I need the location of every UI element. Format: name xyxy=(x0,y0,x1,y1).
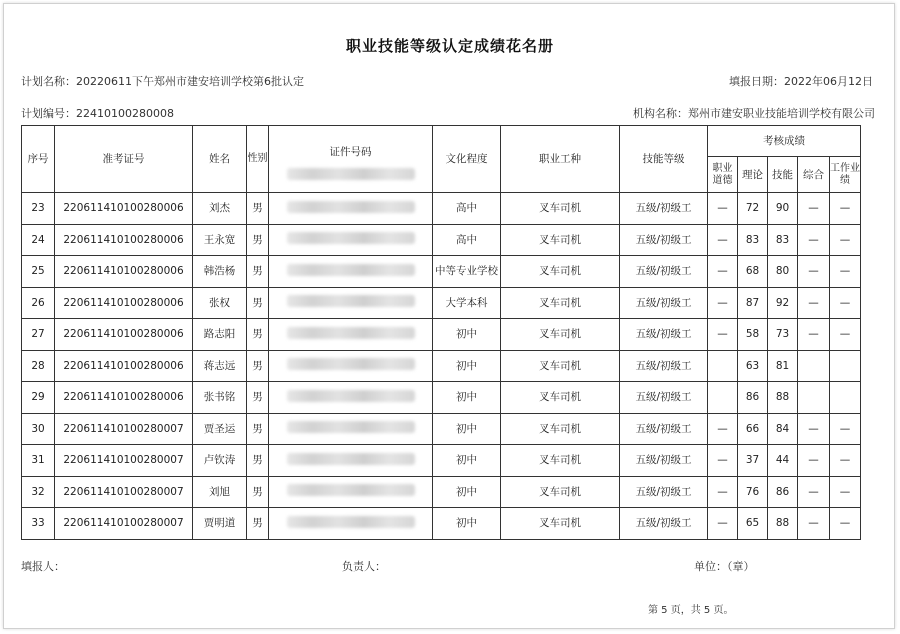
cell-exam-no: 220611410100280006 xyxy=(55,350,193,382)
cell-seq: 27 xyxy=(22,319,55,351)
cell-name: 张书铭 xyxy=(193,382,247,414)
cell-seq: 29 xyxy=(22,382,55,414)
cell-theory: 76 xyxy=(738,476,768,508)
cell-skill: 88 xyxy=(768,382,798,414)
cell-theory: 87 xyxy=(738,287,768,319)
cell-gender: 男 xyxy=(247,224,269,256)
cell-level: 五级/初级工 xyxy=(620,287,708,319)
cell-id-no xyxy=(269,445,433,477)
cell-theory: 68 xyxy=(738,256,768,288)
cell-ethics: — xyxy=(708,476,738,508)
cell-level: 五级/初级工 xyxy=(620,224,708,256)
header-performance: 工作业绩 xyxy=(830,157,861,193)
cell-level: 五级/初级工 xyxy=(620,256,708,288)
cell-performance: — xyxy=(830,193,861,225)
cell-occupation: 叉车司机 xyxy=(501,193,620,225)
cell-ethics: — xyxy=(708,413,738,445)
cell-ethics: — xyxy=(708,287,738,319)
fill-date: 填报日期：2022年06月12日 xyxy=(729,75,873,88)
cell-gender: 男 xyxy=(247,319,269,351)
header-occupation: 职业工种 xyxy=(501,126,620,193)
redacted-id xyxy=(287,295,415,307)
redacted-id xyxy=(287,390,415,402)
cell-name: 刘杰 xyxy=(193,193,247,225)
cell-id-no xyxy=(269,256,433,288)
cell-education: 初中 xyxy=(433,350,501,382)
redacted-id xyxy=(287,421,415,433)
header-name: 姓名 xyxy=(193,126,247,193)
cell-skill: 86 xyxy=(768,476,798,508)
cell-skill: 73 xyxy=(768,319,798,351)
redacted-id xyxy=(287,264,415,276)
cell-name: 贾圣运 xyxy=(193,413,247,445)
cell-performance: — xyxy=(830,508,861,540)
cell-level: 五级/初级工 xyxy=(620,350,708,382)
cell-level: 五级/初级工 xyxy=(620,476,708,508)
cell-performance: — xyxy=(830,224,861,256)
cell-id-no xyxy=(269,287,433,319)
cell-skill: 44 xyxy=(768,445,798,477)
header-skill: 技能 xyxy=(768,157,798,193)
cell-comprehensive: — xyxy=(798,508,830,540)
cell-exam-no: 220611410100280007 xyxy=(55,413,193,445)
cell-name: 路志阳 xyxy=(193,319,247,351)
cell-comprehensive: — xyxy=(798,224,830,256)
redacted-id xyxy=(287,453,415,465)
cell-name: 刘旭 xyxy=(193,476,247,508)
cell-comprehensive xyxy=(798,350,830,382)
redacted-id xyxy=(287,168,415,180)
cell-gender: 男 xyxy=(247,413,269,445)
cell-level: 五级/初级工 xyxy=(620,193,708,225)
cell-education: 初中 xyxy=(433,382,501,414)
cell-seq: 33 xyxy=(22,508,55,540)
cell-skill: 90 xyxy=(768,193,798,225)
header-id-no xyxy=(269,126,433,193)
cell-seq: 24 xyxy=(22,224,55,256)
cell-exam-no: 220611410100280006 xyxy=(55,193,193,225)
cell-level: 五级/初级工 xyxy=(620,319,708,351)
cell-occupation: 叉车司机 xyxy=(501,256,620,288)
cell-name: 王永宽 xyxy=(193,224,247,256)
cell-level: 五级/初级工 xyxy=(620,445,708,477)
cell-name: 韩浩杨 xyxy=(193,256,247,288)
table-row xyxy=(22,413,861,445)
table-row xyxy=(22,224,861,256)
cell-comprehensive xyxy=(798,382,830,414)
cell-performance: — xyxy=(830,287,861,319)
cell-name: 张权 xyxy=(193,287,247,319)
header-theory: 理论 xyxy=(738,157,768,193)
redacted-id xyxy=(287,327,415,339)
cell-education: 初中 xyxy=(433,508,501,540)
cell-exam-no: 220611410100280006 xyxy=(55,319,193,351)
cell-comprehensive: — xyxy=(798,445,830,477)
document-title: 职业技能等级认定成绩花名册 xyxy=(345,37,554,55)
cell-comprehensive: — xyxy=(798,319,830,351)
table-row xyxy=(22,350,861,382)
cell-gender: 男 xyxy=(247,508,269,540)
cell-gender: 男 xyxy=(247,287,269,319)
cell-seq: 30 xyxy=(22,413,55,445)
cell-exam-no: 220611410100280007 xyxy=(55,445,193,477)
page-info: 第 5 页，共 5 页。 xyxy=(648,605,734,616)
table-row xyxy=(22,476,861,508)
cell-comprehensive: — xyxy=(798,193,830,225)
cell-theory: 37 xyxy=(738,445,768,477)
cell-education: 初中 xyxy=(433,476,501,508)
unit-seal-label: 单位：（章） xyxy=(694,560,755,573)
cell-name: 贾明道 xyxy=(193,508,247,540)
cell-id-no xyxy=(269,508,433,540)
cell-seq: 31 xyxy=(22,445,55,477)
cell-id-no xyxy=(269,382,433,414)
cell-exam-no: 220611410100280006 xyxy=(55,287,193,319)
cell-theory: 83 xyxy=(738,224,768,256)
cell-occupation: 叉车司机 xyxy=(501,350,620,382)
cell-occupation: 叉车司机 xyxy=(501,224,620,256)
header-education: 文化程度 xyxy=(433,126,501,193)
cell-education: 中等专业学校 xyxy=(433,256,501,288)
cell-theory: 58 xyxy=(738,319,768,351)
cell-gender: 男 xyxy=(247,193,269,225)
cell-exam-no: 220611410100280007 xyxy=(55,508,193,540)
cell-exam-no: 220611410100280007 xyxy=(55,476,193,508)
cell-id-no xyxy=(269,193,433,225)
header-seq: 序号 xyxy=(22,126,55,193)
cell-occupation: 叉车司机 xyxy=(501,476,620,508)
cell-ethics xyxy=(708,350,738,382)
cell-ethics xyxy=(708,382,738,414)
header-ethics: 职业道德 xyxy=(708,157,738,193)
cell-gender: 男 xyxy=(247,445,269,477)
cell-id-no xyxy=(269,224,433,256)
cell-gender: 男 xyxy=(247,476,269,508)
cell-education: 初中 xyxy=(433,413,501,445)
cell-education: 初中 xyxy=(433,319,501,351)
cell-education: 高中 xyxy=(433,193,501,225)
cell-comprehensive: — xyxy=(798,287,830,319)
cell-ethics: — xyxy=(708,224,738,256)
cell-gender: 男 xyxy=(247,256,269,288)
cell-skill: 88 xyxy=(768,508,798,540)
cell-ethics: — xyxy=(708,256,738,288)
cell-seq: 25 xyxy=(22,256,55,288)
header-exam-no: 准考证号 xyxy=(55,126,193,193)
cell-id-no xyxy=(269,476,433,508)
table-row xyxy=(22,445,861,477)
cell-ethics: — xyxy=(708,319,738,351)
filler-label: 填报人： xyxy=(21,560,65,573)
table-row xyxy=(22,382,861,414)
redacted-id xyxy=(287,516,415,528)
header-id-no-label: 证件号码 xyxy=(329,145,372,158)
header-scores-group: 考核成绩 xyxy=(708,126,861,157)
cell-exam-no: 220611410100280006 xyxy=(55,256,193,288)
cell-seq: 26 xyxy=(22,287,55,319)
header-comprehensive: 综合 xyxy=(798,157,830,193)
cell-occupation: 叉车司机 xyxy=(501,413,620,445)
redacted-id xyxy=(287,358,415,370)
cell-id-no xyxy=(269,413,433,445)
cell-comprehensive: — xyxy=(798,476,830,508)
cell-skill: 84 xyxy=(768,413,798,445)
cell-theory: 72 xyxy=(738,193,768,225)
cell-performance: — xyxy=(830,319,861,351)
cell-level: 五级/初级工 xyxy=(620,413,708,445)
cell-ethics: — xyxy=(708,445,738,477)
table-row xyxy=(22,193,861,225)
cell-performance: — xyxy=(830,476,861,508)
cell-theory: 65 xyxy=(738,508,768,540)
cell-education: 高中 xyxy=(433,224,501,256)
cell-education: 大学本科 xyxy=(433,287,501,319)
cell-ethics: — xyxy=(708,508,738,540)
cell-skill: 92 xyxy=(768,287,798,319)
cell-performance: — xyxy=(830,413,861,445)
cell-name: 蒋志远 xyxy=(193,350,247,382)
cell-gender: 男 xyxy=(247,382,269,414)
plan-name: 计划名称：20220611下午郑州市建安培训学校第6批认定 xyxy=(21,75,304,88)
redacted-id xyxy=(287,201,415,213)
cell-skill: 83 xyxy=(768,224,798,256)
cell-exam-no: 220611410100280006 xyxy=(55,224,193,256)
table-row xyxy=(22,287,861,319)
cell-name: 卢钦涛 xyxy=(193,445,247,477)
cell-performance: — xyxy=(830,256,861,288)
cell-gender: 男 xyxy=(247,350,269,382)
cell-occupation: 叉车司机 xyxy=(501,508,620,540)
organization-name: 机构名称：郑州市建安职业技能培训学校有限公司 xyxy=(633,107,875,120)
score-table xyxy=(21,125,861,540)
cell-skill: 81 xyxy=(768,350,798,382)
redacted-id xyxy=(287,484,415,496)
cell-level: 五级/初级工 xyxy=(620,382,708,414)
cell-comprehensive: — xyxy=(798,413,830,445)
cell-level: 五级/初级工 xyxy=(620,508,708,540)
table-row xyxy=(22,319,861,351)
cell-theory: 66 xyxy=(738,413,768,445)
cell-occupation: 叉车司机 xyxy=(501,287,620,319)
cell-performance: — xyxy=(830,445,861,477)
cell-ethics: — xyxy=(708,193,738,225)
cell-seq: 28 xyxy=(22,350,55,382)
cell-occupation: 叉车司机 xyxy=(501,382,620,414)
cell-performance xyxy=(830,382,861,414)
cell-id-no xyxy=(269,319,433,351)
plan-number: 计划编号：22410100280008 xyxy=(21,107,174,120)
cell-occupation: 叉车司机 xyxy=(501,319,620,351)
cell-seq: 32 xyxy=(22,476,55,508)
header-level: 技能等级 xyxy=(620,126,708,193)
cell-id-no xyxy=(269,350,433,382)
cell-comprehensive: — xyxy=(798,256,830,288)
redacted-id xyxy=(287,232,415,244)
cell-exam-no: 220611410100280006 xyxy=(55,382,193,414)
cell-skill: 80 xyxy=(768,256,798,288)
cell-education: 初中 xyxy=(433,445,501,477)
cell-theory: 86 xyxy=(738,382,768,414)
header-gender: 性别 xyxy=(247,126,269,193)
cell-seq: 23 xyxy=(22,193,55,225)
cell-theory: 63 xyxy=(738,350,768,382)
cell-performance xyxy=(830,350,861,382)
responsible-label: 负责人： xyxy=(342,560,386,573)
cell-occupation: 叉车司机 xyxy=(501,445,620,477)
table-row xyxy=(22,256,861,288)
table-row xyxy=(22,508,861,540)
